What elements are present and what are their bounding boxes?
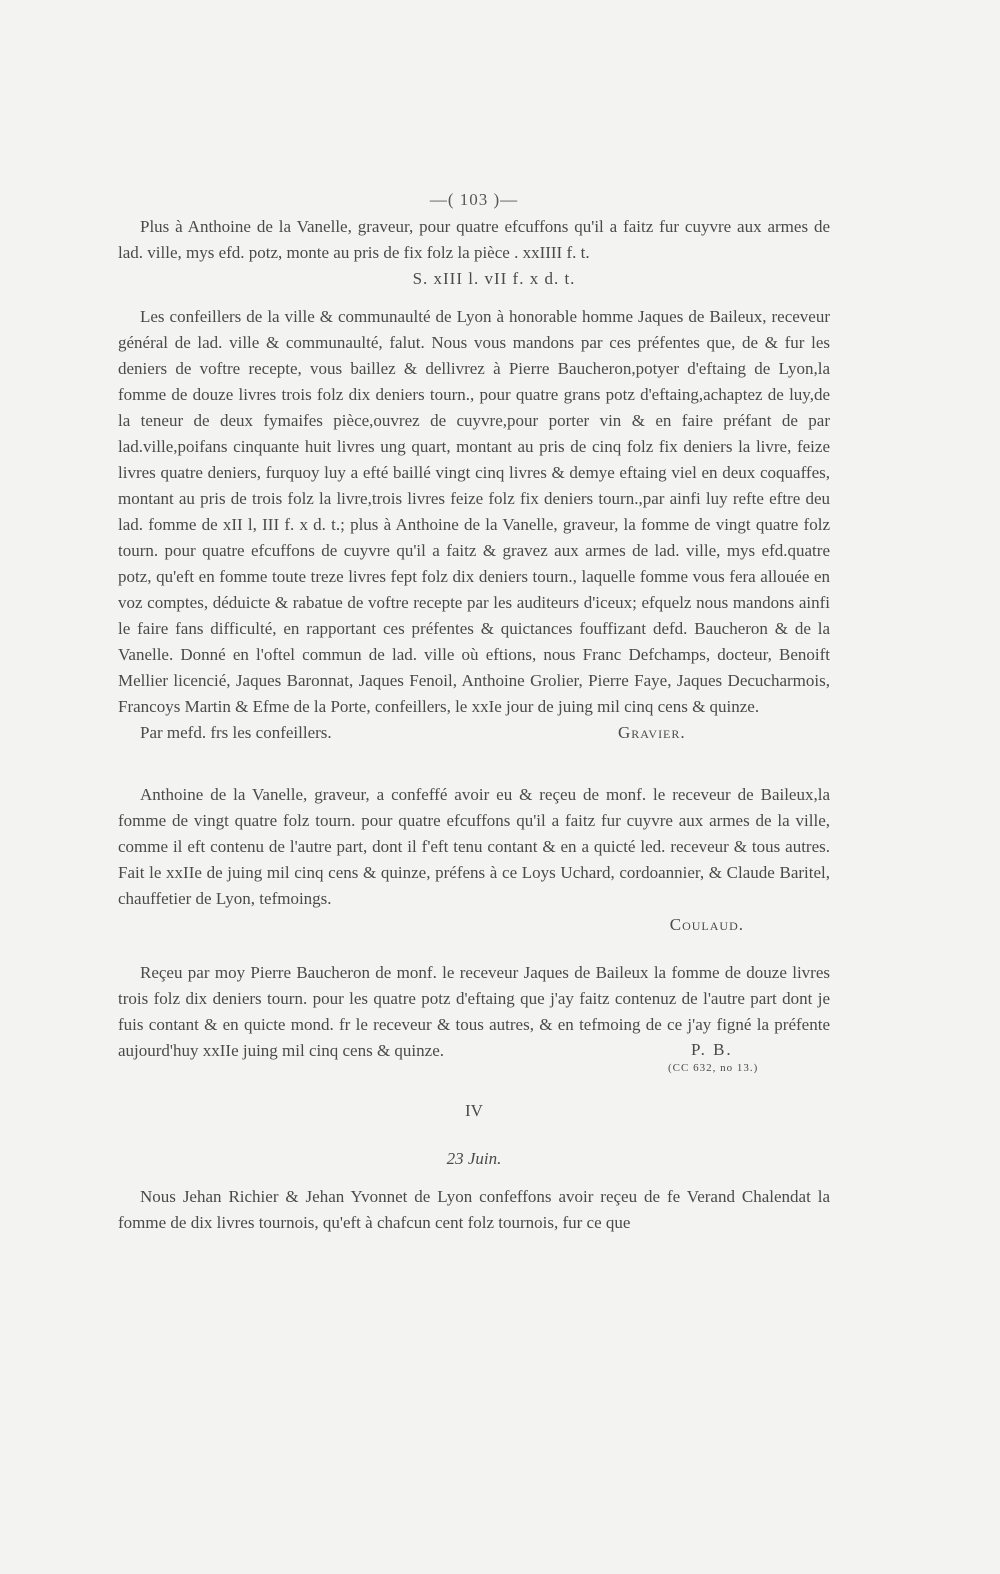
signature-councillors: Par mefd. frs les confeillers.: [140, 723, 332, 742]
page-body: [118, 186, 830, 1236]
signature-gravier: Gravier.: [618, 723, 686, 742]
signature-coulaud: Coulaud.: [669, 915, 744, 934]
signature-row-1: [118, 720, 830, 746]
paragraph-vanelle-payment: Plus à Anthoine de la Vanelle, graveur, pour quatre efcuffons qu'il a faitz fur cuyvre aux armes de lad. ville, mys efd. potz, monte au pris de fix folz la pièce . xxIIII f. t.: [118, 217, 830, 262]
section-date: 23 Juin.: [446, 1149, 502, 1168]
archive-reference: (CC 632, no 13.): [668, 1062, 759, 1074]
paragraph-vanelle-receipt: Anthoine de la Vanelle, graveur, a confeffé avoir eu & reçeu de monf. le receveur de Baileux,la fomme de vingt quatre folz tourn. pour quatre efcuffons qu'il a faitz fur cuyvre aux armes de la ville, comme il eft contenu de l'autre part, dont il f'eft tenu contant & en a quicté led. receveur & tous autres. Fait le xxIIe de juing mil cinq cens & quinze, préfens à ce Loys Uchard, cordoannier, & Claude Baritel, chauffetier de Lyon, tefmoings.: [118, 785, 830, 908]
paragraph-mandate: Les confeillers de la ville & communaulté de Lyon à honorable homme Jaques de Baileux, receveur général de lad. ville & communaulté, falut. Nous vous mandons par ces préfentes que, de & fur les deniers de voftre recepte, vous baillez & dellivrez à Pierre Baucheron,potyer d'eftaing de Lyon,la fomme de douze livres trois folz dix deniers tourn., pour quatre grans potz d'eftaing,achaptez de luy,de la teneur de deux fymaifes pièce,ouvrez de cuyvre,pour porter vin & en faire préfant de par lad.ville,poifans cinquante huit livres ung quart, montant au pris de cinq folz fix deniers la livre, feize livres quatre deniers, furquoy luy a efté baillé vingt cinq livres & demye eftaing viel en deux coquaffes, montant au pris de trois folz la livre,trois livres feize folz fix deniers tourn.,par ainfi luy refte eftre deu lad. fomme de xII l, III f. x d. t.; plus à Anthoine de la Vanelle, graveur, la fomme de vingt quatre folz tourn. pour quatre efcuffons de cuyvre qu'il a faitz & gravez aux armes de lad. ville, mys efd.quatre potz, qu'eft en fomme toute treze livres fept folz dix deniers tourn., laquelle fomme vous fera allouée en voz comptes, déduicte & rabatue de voftre recepte par les auditeurs d'iceux; efquelz nous mandons ainfi le faire fans difficulté, en rapportant ces préfentes & quictances fouffizant defd. Baucheron & de la Vanelle. Donné en l'oftel commun de lad. ville où eftions, nous Franc Defchamps, docteur, Benoift Mellier licencié, Jaques Baronnat, Jaques Fenoil, Anthoine Grolier, Pierre Faye, Jaques Decucharmois, Francoys Martin & Efme de la Porte, confeillers, le xxIe jour de juing mil cinq cens & quinze.: [118, 307, 830, 716]
signature-pb: P. B.: [691, 1040, 733, 1059]
paragraph-baucheron-receipt: Reçeu par moy Pierre Baucheron de monf. le receveur Jaques de Baileux la fomme de douze livres trois folz dix deniers tourn. pour les quatre potz d'eftaing que j'ay faitz contenuz de l'autre part dont je fuis contant & en quicte mond. fr le receveur & tous autres, & en tefmoing de ce j'ay figné la préfente aujourd'huy xxIIe juing mil cinq cens & quinze.: [118, 963, 830, 1060]
section-number: IV: [465, 1101, 483, 1120]
signature-row-pb: [118, 1040, 830, 1086]
sum-total: S. xIII l. vII f. x d. t.: [412, 269, 576, 288]
page-number: —( 103 )—: [429, 190, 519, 209]
paragraph-richier-yvonnet: Nous Jehan Richier & Jehan Yvonnet de Lyon confeffons avoir reçeu de fe Verand Chalendat la fomme de dix livres tournois, qu'eft à chafcun cent folz tournois, fur ce que: [118, 1187, 830, 1232]
